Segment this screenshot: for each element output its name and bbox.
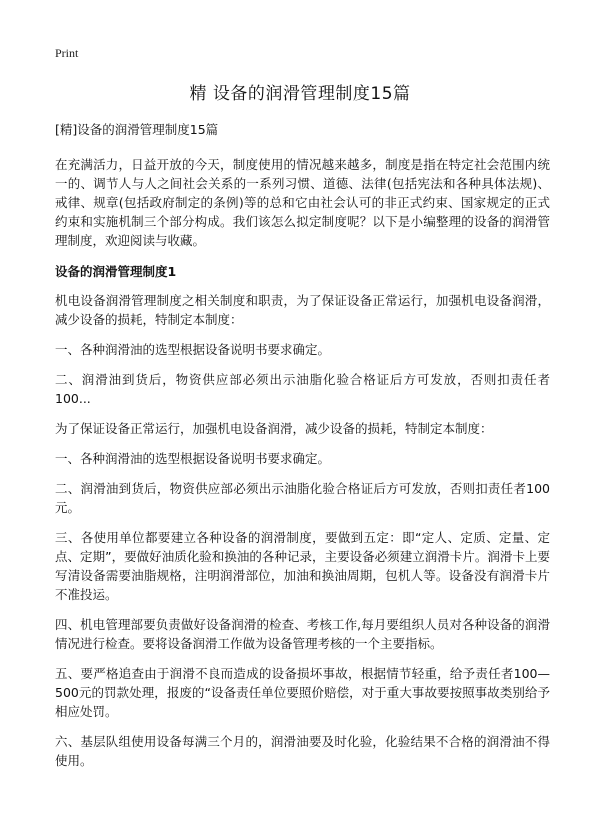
section-heading: 设备的润滑管理制度1 <box>55 264 177 279</box>
body-paragraph: 五、要严格追查由于润滑不良而造成的设备损坏事故，根据情节轻重，给予责任者100—500元的罚款处理，报废的“设备责任单位要照价赔偿，对于重大事故要按照事故类别给予相应处罚。 <box>55 666 550 719</box>
body-paragraph: 六、基层队组使用设备每满三个月的，润滑油要及时化验，化验结果不合格的润滑油不得使用。 <box>55 734 550 768</box>
print-label: Print <box>55 46 79 60</box>
body-paragraph: 三、各使用单位都要建立各种设备的润滑制度，要做到五定：即“定人、定质、定量、定点、定期”，要做好油质化验和换油的各种记录，主要设备必须建立润滑卡片。润滑卡上要写清设备需要油脂规格，注明润滑部位，加油和换油周期，包机人等。设备没有润滑卡片不准投运。 <box>55 530 550 602</box>
intro-paragraph: 在充满活力，日益开放的今天，制度使用的情况越来越多，制度是指在特定社会范围内统一的、调节人与人之间社会关系的一系列习惯、道德、法律(包括宪法和各种具体法规)、戒律、规章(包括政府制定的条例)等的总和它由社会认可的非正式约束、国家规定的正式约束和实施机制三个部分构成。我们该怎么拟定制度呢？以下是小编整理的设备的润滑管理制度，欢迎阅读与收藏。 <box>55 157 550 248</box>
body-paragraph: 二、润滑油到货后，物资供应部必须出示油脂化验合格证后方可发放，否则扣责任者100... <box>55 372 550 406</box>
document-body <box>55 121 550 781</box>
body-paragraph: 四、机电管理部要负责做好设备润滑的检查、考核工作,每月要组织人员对各种设备的润滑情况进行检查。要将设备润滑工作做为设备管理考核的一个主要指标。 <box>55 617 550 651</box>
body-paragraph: 二、润滑油到货后，物资供应部必须出示油脂化验合格证后方可发放，否则扣责任者100元。 <box>55 481 550 515</box>
body-paragraph: 一、各种润滑油的选型根据设备说明书要求确定。 <box>55 451 331 466</box>
body-paragraph: 为了保证设备正常运行，加强机电设备润滑，减少设备的损耗，特制定本制度： <box>55 421 493 436</box>
document-subtitle: [精]设备的润滑管理制度15篇 <box>55 122 219 137</box>
document-title: 精 设备的润滑管理制度15篇 <box>189 84 411 104</box>
body-paragraph: 一、各种润滑油的选型根据设备说明书要求确定。 <box>55 342 331 357</box>
body-paragraph: 机电设备润滑管理制度之相关制度和职责，为了保证设备正常运行，加强机电设备润滑，减少设备的损耗，特制定本制度： <box>55 293 550 327</box>
